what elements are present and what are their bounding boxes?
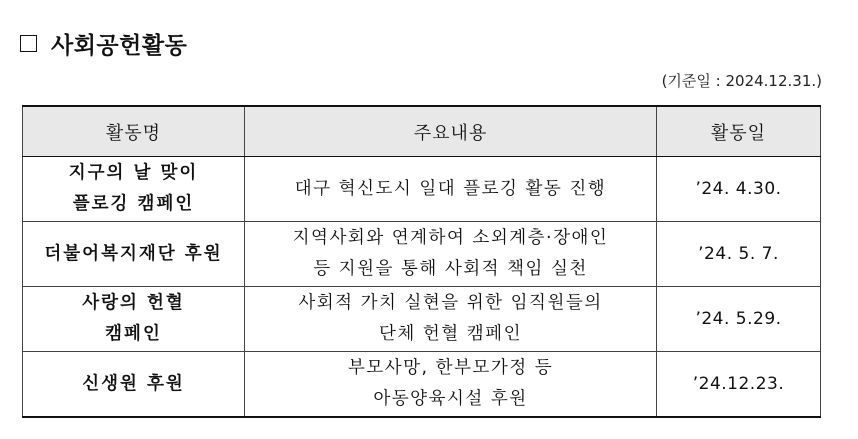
content-line: 단체 헌혈 캠페인: [379, 324, 522, 344]
activity-name-line: 캠페인: [105, 324, 162, 344]
section-title: 사회공헌활동: [51, 32, 188, 59]
content-line: 사회적 가치 실현을 위한 임직원들의: [298, 293, 603, 313]
content-cell: [245, 352, 657, 418]
header-activity-name: 활동명: [23, 106, 245, 157]
activity-name-line: 지구의 날 맞이: [68, 163, 199, 183]
table-header-row: [23, 106, 821, 157]
activities-table: [22, 105, 821, 418]
content-line: 지역사회와 연계하여 소외계층·장애인: [292, 228, 609, 248]
table-row: [23, 222, 821, 287]
section-heading: [20, 26, 187, 60]
activity-name-cell: [23, 222, 245, 287]
date-cell: ’24.12.23.: [657, 352, 821, 418]
header-date: 활동일: [657, 106, 821, 157]
table-row: [23, 157, 821, 222]
content-line: 부모사망, 한부모가정 등: [347, 358, 554, 378]
activity-name-line: 신생원 후원: [82, 373, 185, 394]
date-cell: ’24. 5. 7.: [657, 222, 821, 287]
header-content: 주요내용: [245, 106, 657, 157]
activity-name-cell: [23, 287, 245, 352]
checkbox-icon: [20, 35, 37, 52]
content-line: 등 지원을 통해 사회적 책임 실천: [313, 259, 588, 279]
base-date: (기준일 : 2024.12.31.): [661, 72, 822, 90]
table-row: [23, 287, 821, 352]
content-cell: [245, 157, 657, 222]
date-cell: ’24. 5.29.: [657, 287, 821, 352]
activity-name-line: 더불어복지재단 후원: [44, 243, 223, 264]
content-line: 아동양육시설 후원: [373, 389, 528, 409]
content-cell: [245, 287, 657, 352]
table-row: [23, 352, 821, 418]
content-cell: [245, 222, 657, 287]
activity-name-cell: [23, 157, 245, 222]
date-cell: ’24. 4.30.: [657, 157, 821, 222]
activity-name-line: 사랑의 헌혈: [82, 293, 185, 313]
content-line: 대구 혁신도시 일대 플로깅 활동 진행: [294, 178, 607, 199]
activity-name-cell: [23, 352, 245, 418]
activity-name-line: 플로깅 캠페인: [72, 194, 195, 214]
